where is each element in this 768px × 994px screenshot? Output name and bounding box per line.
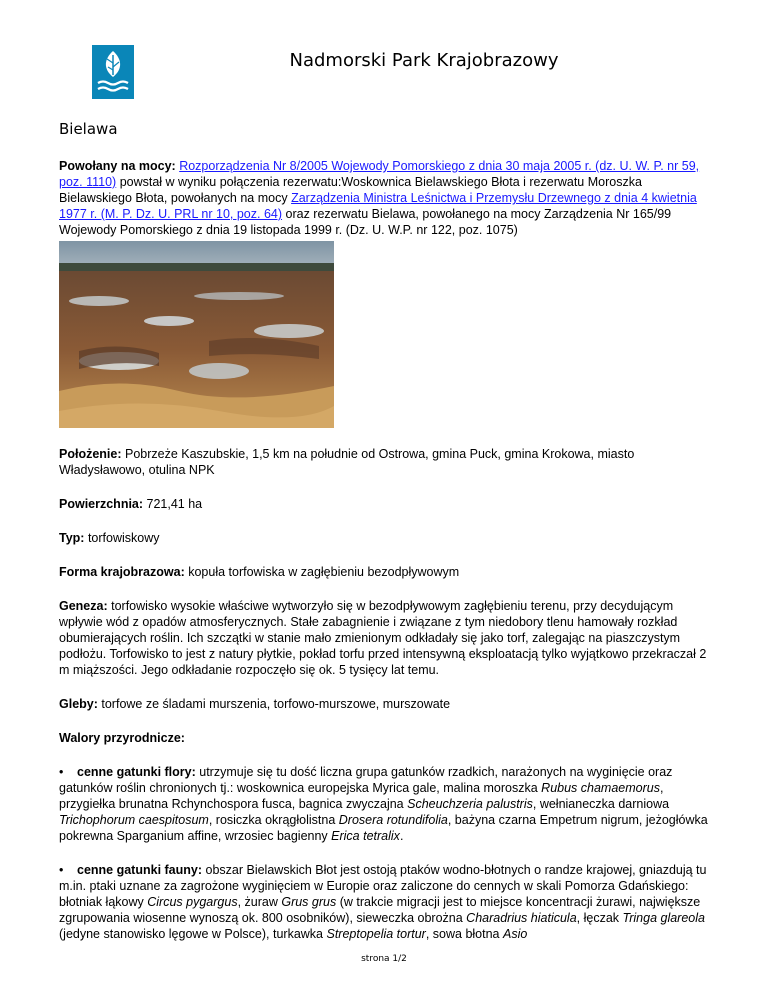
location-paragraph — [59, 446, 709, 478]
landform-paragraph — [59, 564, 709, 580]
page-heading: Bielawa — [59, 120, 118, 138]
fauna-bullet-item: • cenne gatunki fauny: obszar Bielawskich Błot jest ostoją ptaków wodno-błotnych o randze krajowej, gniazdują tu m.in. ptaki uznane za zagrożone wyginięciem w Europie oraz zaliczone do cennych w skali Pomorza Gdańskiego: błotniak łąkowy Circus pygargus, żuraw Grus grus (w trakcie migracji jest to miejsce koncentracji żurawi, największe zgrupowania wiosenne wynoszą ok. 800 osobników), sieweczka obrożna Charadrius hiaticula, łęczak Tringa glareola (jedyne stanowisko lęgowe w Polsce), turkawka Streptopelia tortur, sowa błotna Asio — [59, 863, 707, 941]
area-paragraph — [59, 496, 709, 512]
flora-bullet-item: • cenne gatunki flory: utrzymuje się tu dość liczna grupa gatunków rzadkich, narażonych na wyginięcie oraz gatunków roślin chronionych tj.: woskownica europejska Myrica gale, malina moroszka Rubus chamaemorus, przygiełka brunatna Rchynchospora fusca, bagnica zwyczajna Scheuchzeria palustris, wełnianeczka darniowa Trichophorum caespitosum, rosiczka okrągłolistna Drosera rotundifolia, bażyna czarna Empetrum nigrum, jeżogłówka pokrewna Sparganium affine, wrzosiec bagienny Erica tetralix. — [59, 765, 708, 843]
values-heading: Walory przyrodnicze: — [59, 731, 185, 745]
genesis-text: torfowisko wysokie właściwe wytworzyło się w bezodpływowym zagłębieniu terenu, przy decydującym wpływie wód z opadów atmosferycznych. Stałe zabagnienie i związane z tym niedobory tlenu hamowały rozkład obumierających roślin. Ich szczątki w stanie mało zmienionym odkładały się jako torf, zalegając na piaszczystym podłożu. Torfowisko to jest z natury płytkie, pokład torfu przed intensywną eksploatacją tylko wyjątkowo przekraczał 2 m miąższości. Jego odkładanie rozpoczęło się ok. 5 tysięcy lat temu. — [59, 599, 707, 677]
regulation-link-1[interactable]: Rozporządzenia Nr 8/2005 Wojewody Pomorskiego z dnia 30 maja 2005 r. (dz. U. W. P. nr 59, poz. 1110) — [59, 159, 700, 189]
area-text: 721,41 ha — [143, 497, 203, 511]
bog-landscape-photo — [59, 241, 334, 428]
appointed-paragraph — [59, 158, 709, 238]
soils-text: torfowe ze śladami murszenia, torfowo-murszowe, murszowate — [97, 697, 451, 711]
flora-label: cenne gatunki flory: — [77, 765, 196, 779]
type-paragraph — [59, 530, 709, 546]
soils-label: Gleby: — [59, 697, 98, 711]
type-label: Typ: — [59, 531, 85, 545]
bullet-icon: • — [59, 765, 64, 779]
location-text: Pobrzeże Kaszubskie, 1,5 km na południe od Ostrowa, gmina Puck, gmina Krokowa, miasto Władysławowo, otulina NPK — [59, 447, 635, 477]
genesis-paragraph — [59, 598, 709, 678]
location-label: Położenie: — [59, 447, 122, 461]
landform-label: Forma krajobrazowa: — [59, 565, 185, 579]
soils-paragraph — [59, 696, 709, 712]
appointed-text-1: powstał w wyniku połączenia rezerwatu:Woskownica Bielawskiego Błota i rezerwatu Moroszka Bielawskiego Błota, powołanych na mocy — [59, 175, 642, 205]
fauna-label: cenne gatunki fauny: — [77, 863, 203, 877]
page-number: strona 1/2 — [361, 954, 407, 964]
site-title: Nadmorski Park Krajobrazowy — [289, 50, 559, 71]
bullet-icon: • — [59, 863, 64, 877]
regulation-link-2[interactable]: Zarządzenia Ministra Leśnictwa i Przemysłu Drzewnego z dnia 4 kwietnia 1977 r. (M. P. Dz. U. PRL nr 10, poz. 64) — [59, 191, 697, 221]
type-text: torfowiskowy — [84, 531, 160, 545]
document-content — [59, 158, 709, 942]
appointed-label: Powołany na mocy: — [59, 159, 176, 173]
landform-text: kopuła torfowiska w zagłębieniu bezodpływowym — [184, 565, 460, 579]
area-label: Powierzchnia: — [59, 497, 144, 511]
appointed-text-2: oraz rezerwatu Bielawa, powołanego na mocy Zarządzenia Nr 165/99 Wojewody Pomorskiego z dnia 19 listopada 1999 r. (Dz. U. W.P. nr 122, poz. 1075) — [59, 207, 672, 237]
genesis-label: Geneza: — [59, 599, 108, 613]
